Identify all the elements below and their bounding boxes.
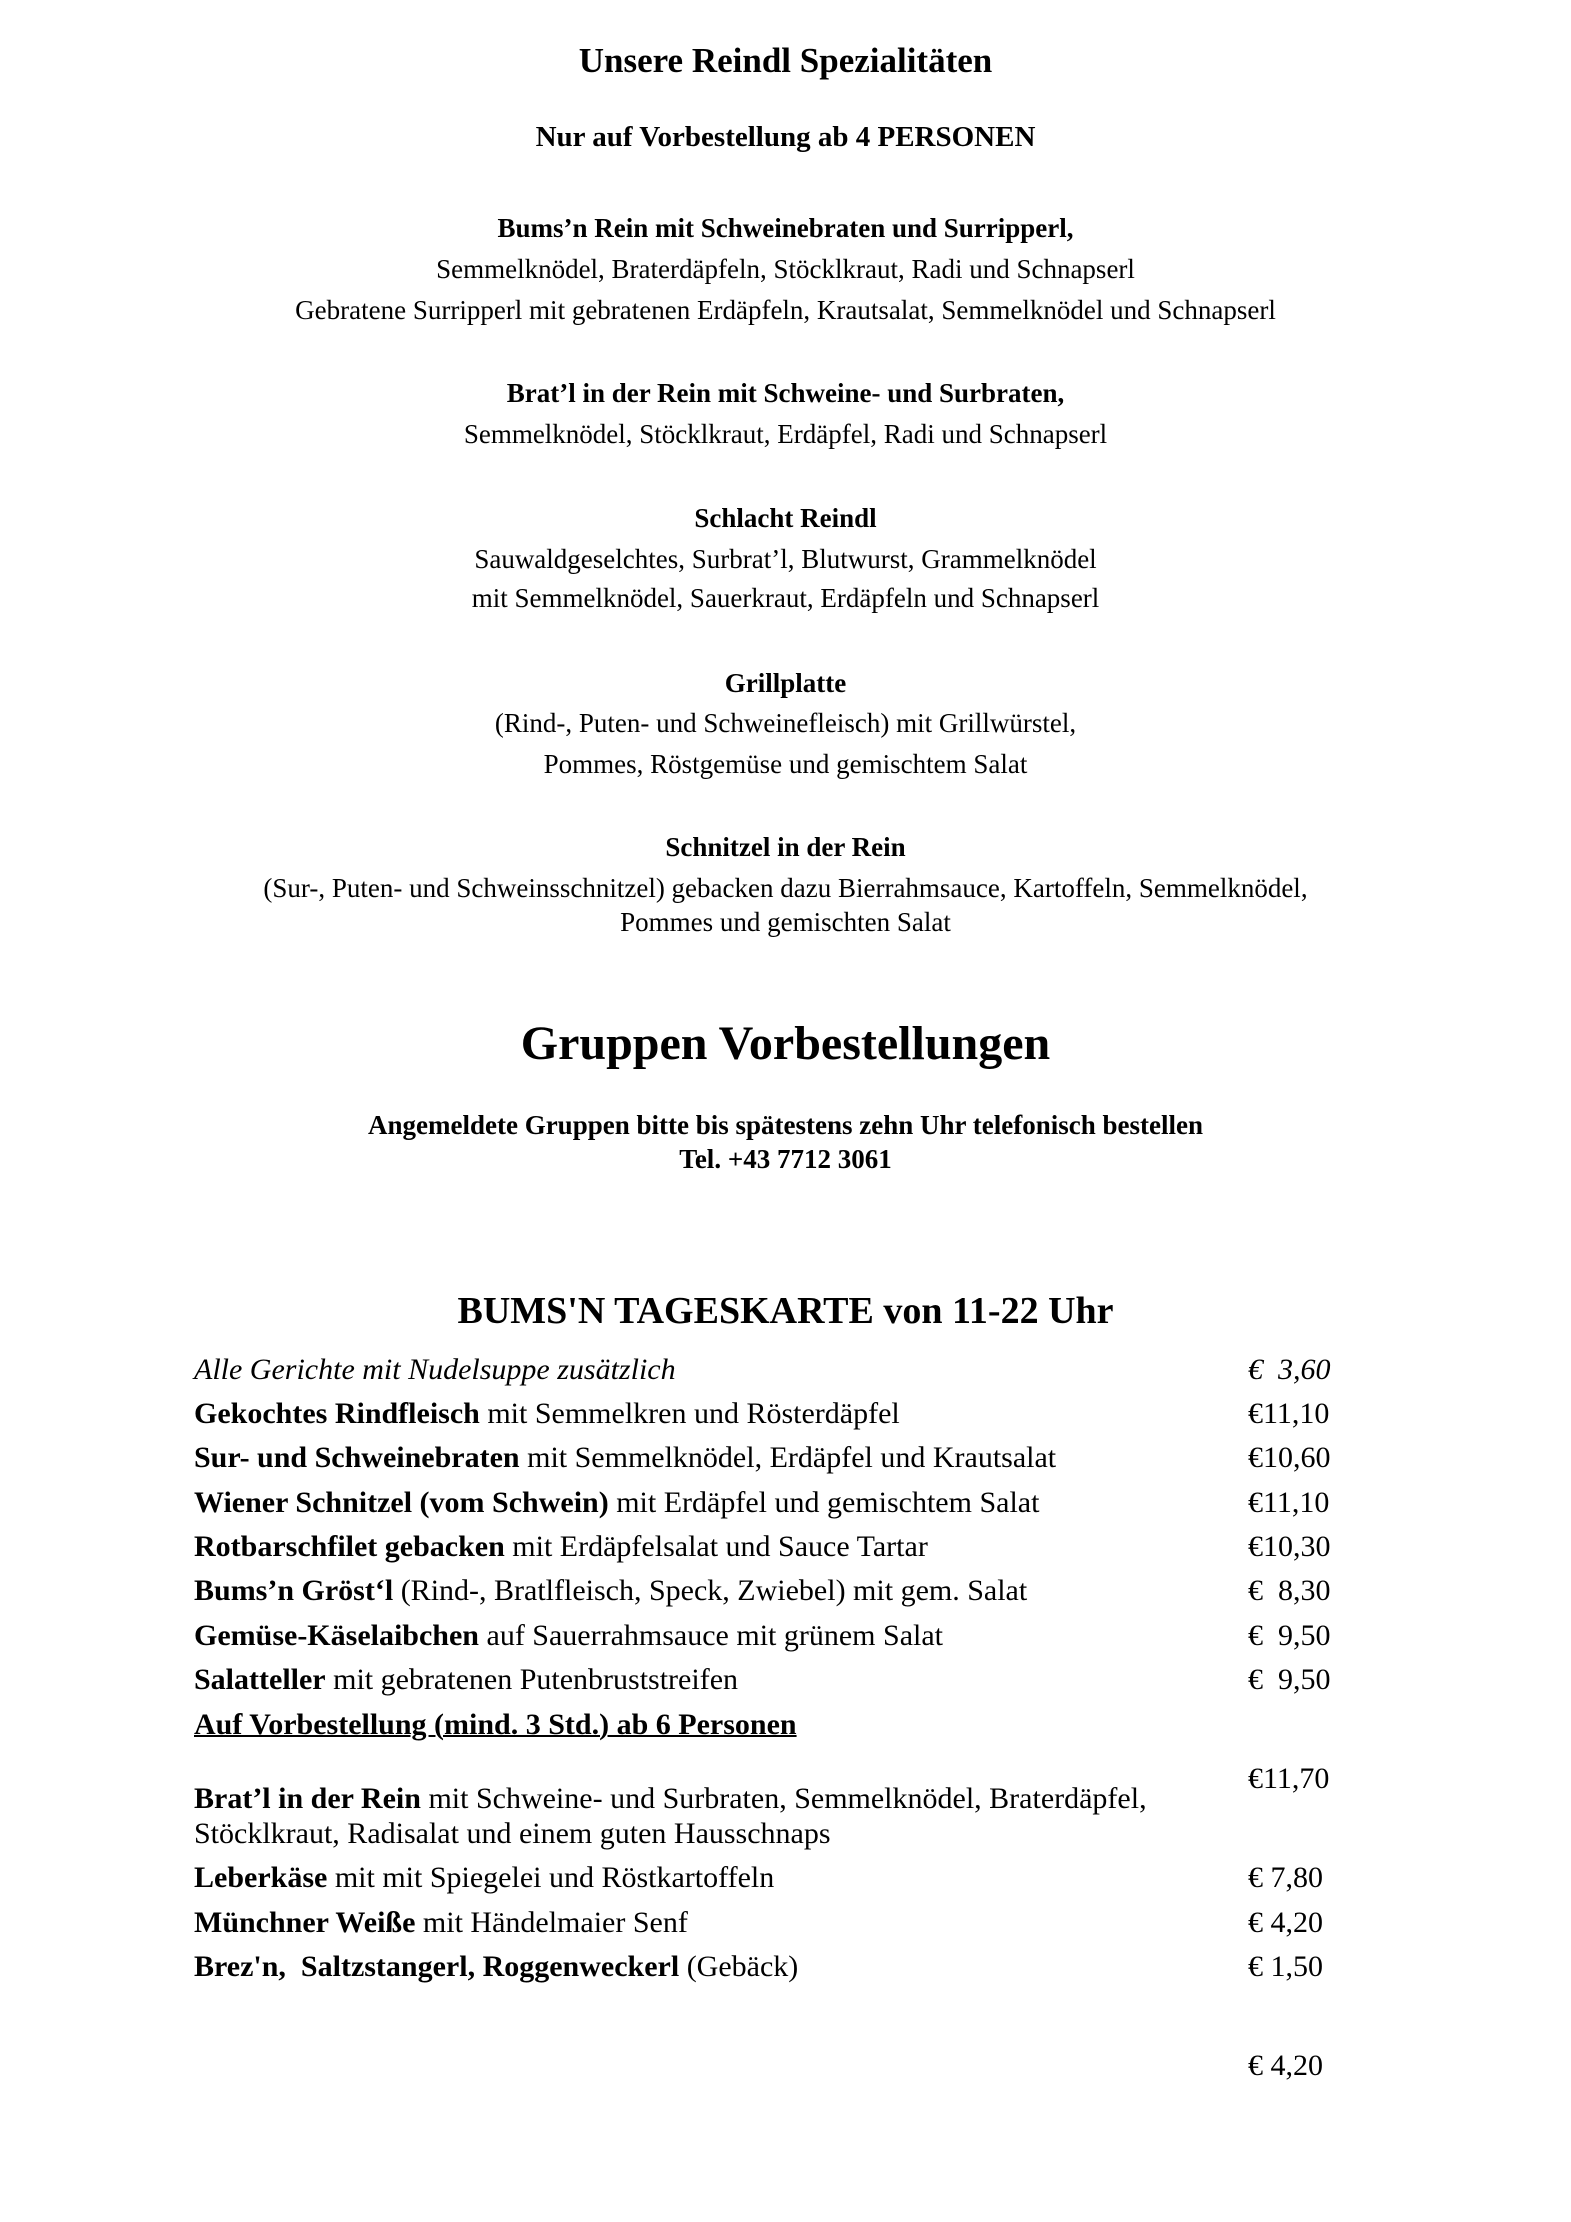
- menu-item-desc: (Gebäck): [679, 1950, 799, 1983]
- preorder-item-price: €11,70: [1248, 1762, 1330, 1795]
- preorder-item-name: Brat’l in der Rein: [194, 1782, 421, 1815]
- groups-note: Angemeldete Gruppen bitte bis spätestens zehn Uhr telefonisch bestellen: [368, 1110, 1203, 1140]
- trailing-price: € 4,20: [1248, 2049, 1323, 2082]
- menu-item-desc: mit gebratenen Putenbruststreifen: [325, 1663, 739, 1696]
- menu-item-price: € 7,80: [1248, 1861, 1323, 1894]
- dish-title: Schnitzel in der Rein: [665, 832, 906, 862]
- menu-item-desc: mit Semmelkren und Rösterdäpfel: [479, 1397, 900, 1430]
- menu-item-name: Brez'n, Saltzstangerl, Roggenweckerl: [194, 1950, 680, 1983]
- dish-line: Semmelknödel, Stöcklkraut, Erdäpfel, Radi und Schnapserl: [463, 419, 1108, 449]
- menu-item: [194, 1576, 1027, 1606]
- menu-item-desc: mit Erdäpfelsalat und Sauce Tartar: [504, 1530, 928, 1563]
- dish-line: Sauwaldgeselchtes, Surbrat’l, Blutwurst, Grammelknödel: [474, 544, 1097, 574]
- menu-item-name: Sur- und Schweinebraten: [194, 1441, 520, 1474]
- menu-item-price: € 1,50: [1248, 1950, 1323, 1983]
- specialties-subtitle: Nur auf Vorbestellung ab 4 PERSONEN: [535, 121, 1036, 153]
- menu-item: [194, 1443, 1056, 1473]
- menu-item-name: Münchner Weiße: [194, 1906, 416, 1939]
- menu-item-name: Rotbarschfilet gebacken: [194, 1530, 505, 1563]
- menu-item: [194, 1665, 738, 1695]
- menu-item-price: €11,10: [1248, 1397, 1330, 1430]
- preorder-item-desc-cont: Stöcklkraut, Radisalat und einem guten Hausschnaps: [194, 1817, 831, 1850]
- menu-item: [194, 1399, 900, 1429]
- dish-line: Gebratene Surripperl mit gebratenen Erdäpfeln, Krautsalat, Semmelknödel und Schnapserl: [295, 295, 1276, 325]
- menu-item-price: € 9,50: [1248, 1663, 1331, 1696]
- menu-item-name: Wiener Schnitzel (vom Schwein): [194, 1486, 609, 1519]
- menu-item-name: Bums’n Gröst‘l: [194, 1574, 394, 1607]
- dish-title: Bums’n Rein mit Schweinebraten und Surripperl,: [497, 213, 1074, 243]
- soup-note: Alle Gerichte mit Nudelsuppe zusätzlich: [194, 1353, 676, 1386]
- menu-item: [194, 1621, 943, 1651]
- menu-item-price: €10,30: [1248, 1530, 1331, 1563]
- menu-item-name: Gekochtes Rindfleisch: [194, 1397, 480, 1430]
- menu-item-price: € 9,50: [1248, 1619, 1331, 1652]
- menu-item-price: €10,60: [1248, 1441, 1331, 1474]
- preorder-item-desc: mit Schweine- und Surbraten, Semmelknödel, Braterdäpfel,: [420, 1782, 1147, 1815]
- menu-item-name: Salatteller: [194, 1663, 326, 1696]
- menu-item-name: Leberkäse: [194, 1861, 328, 1894]
- dish-line: (Sur-, Puten- und Schweinsschnitzel) gebacken dazu Bierrahmsauce, Kartoffeln, Semmelknödel,: [263, 873, 1308, 903]
- dish-line: (Rind-, Puten- und Schweinefleisch) mit Grillwürstel,: [494, 708, 1077, 738]
- menu-item-desc: (Rind-, Bratlfleisch, Speck, Zwiebel) mit gem. Salat: [393, 1574, 1028, 1607]
- menu-item-desc: auf Sauerrahmsauce mit grünem Salat: [479, 1619, 944, 1652]
- dish-line: Pommes und gemischten Salat: [620, 907, 951, 937]
- menu-item: [194, 1488, 1039, 1518]
- soup-price: € 3,60: [1248, 1353, 1331, 1386]
- menu-item: [194, 1863, 774, 1893]
- menu-item-desc: mit Semmelknödel, Erdäpfel und Krautsalat: [519, 1441, 1057, 1474]
- menu-item: [194, 1952, 798, 1982]
- menu-item: [194, 1532, 928, 1562]
- menu-item-desc: mit mit Spiegelei und Röstkartoffeln: [327, 1861, 775, 1894]
- groups-phone: Tel. +43 7712 3061: [679, 1144, 892, 1174]
- dish-line: Semmelknödel, Braterdäpfeln, Stöcklkraut, Radi und Schnapserl: [436, 254, 1135, 284]
- preorder-heading: Auf Vorbestellung (mind. 3 Std.) ab 6 Personen: [194, 1708, 797, 1741]
- dish-line: mit Semmelknödel, Sauerkraut, Erdäpfeln und Schnapserl: [471, 583, 1100, 613]
- menu-item: [194, 1908, 688, 1938]
- daily-menu-title: BUMS'N TAGESKARTE von 11-22 Uhr: [457, 1290, 1114, 1332]
- preorder-item: [194, 1784, 1147, 1814]
- menu-item-price: €11,10: [1248, 1486, 1330, 1519]
- menu-item-name: Gemüse-Käselaibchen: [194, 1619, 479, 1652]
- menu-item-price: € 8,30: [1248, 1574, 1331, 1607]
- groups-title: Gruppen Vorbestellungen: [520, 1017, 1051, 1070]
- menu-item-price: € 4,20: [1248, 1906, 1323, 1939]
- dish-title: Brat’l in der Rein mit Schweine- und Surbraten,: [506, 378, 1065, 408]
- specialties-title: Unsere Reindl Spezialitäten: [578, 41, 993, 80]
- menu-item-desc: mit Erdäpfel und gemischtem Salat: [608, 1486, 1040, 1519]
- dish-title: Schlacht Reindl: [694, 503, 877, 533]
- menu-item-desc: mit Händelmaier Senf: [415, 1906, 688, 1939]
- dish-line: Pommes, Röstgemüse und gemischtem Salat: [543, 749, 1028, 779]
- dish-title: Grillplatte: [724, 668, 847, 698]
